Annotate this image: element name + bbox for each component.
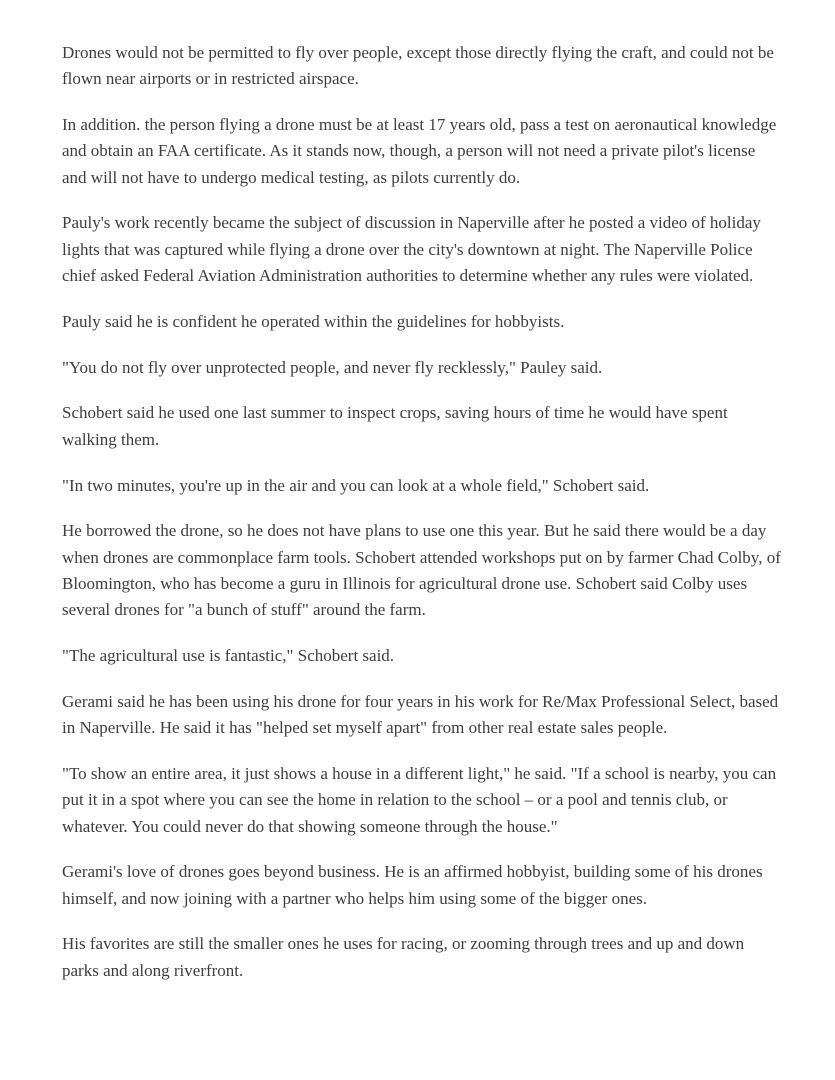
article-body [62,40,782,1004]
paragraph: Schobert said he used one last summer to inspect crops, saving hours of time he would have spent walking them. [62,403,728,449]
paragraph: "The agricultural use is fantastic," Schobert said. [62,646,395,666]
paragraph: "You do not fly over unprotected people, and never fly recklessly," Pauley said. [62,357,603,377]
paragraph: Gerami said he has been using his drone for four years in his work for Re/Max Professional Select, based in Naperville. He said it has "helped set myself apart" from other real estate sales people. [62,691,779,738]
paragraph: Pauly said he is confident he operated within the guidelines for hobbyists. [62,311,565,331]
paragraph: Pauly's work recently became the subject of discussion in Naperville after he posted a video of holiday lights that was captured while flying a drone over the city's downtown at night. The Naperville Police chief asked Federal Aviation Administration authorities to determine whether any rules were violated. [62,213,761,286]
paragraph: "To show an entire area, it just shows a house in a different light," he said. "If a school is nearby, you can put it in a spot where you can see the home in relation to the school – or a pool and tennis club, or whatever. You could never do that showing someone through the house." [62,763,777,836]
paragraph: Gerami's love of drones goes beyond business. He is an affirmed hobbyist, building some of his drones himself, and now joining with a partner who helps him using some of the bigger ones. [62,862,763,908]
paragraph: "In two minutes, you're up in the air and you can look at a whole field," Schobert said. [62,475,650,495]
paragraph: In addition. the person flying a drone must be at least 17 years old, pass a test on aeronautical knowledge and obtain an FAA certificate. As it stands now, though, a person will not need a private pilot's license and will not have to undergo medical testing, as pilots currently do. [62,115,777,187]
paragraph: He borrowed the drone, so he does not have plans to use one this year. But he said there would be a day when drones are commonplace farm tools. Schobert attended workshops put on by farmer Chad Colby, of Bloomington, who has become a guru in Illinois for agricultural drone use. Schobert said Colby uses several drones for "a bunch of stuff" around the farm. [62,521,781,620]
paragraph: Drones would not be permitted to fly over people, except those directly flying the craft, and could not be flown near airports or in restricted airspace. [62,43,774,89]
paragraph: His favorites are still the smaller ones he uses for racing, or zooming through trees and up and down parks and along riverfront. [62,934,745,980]
